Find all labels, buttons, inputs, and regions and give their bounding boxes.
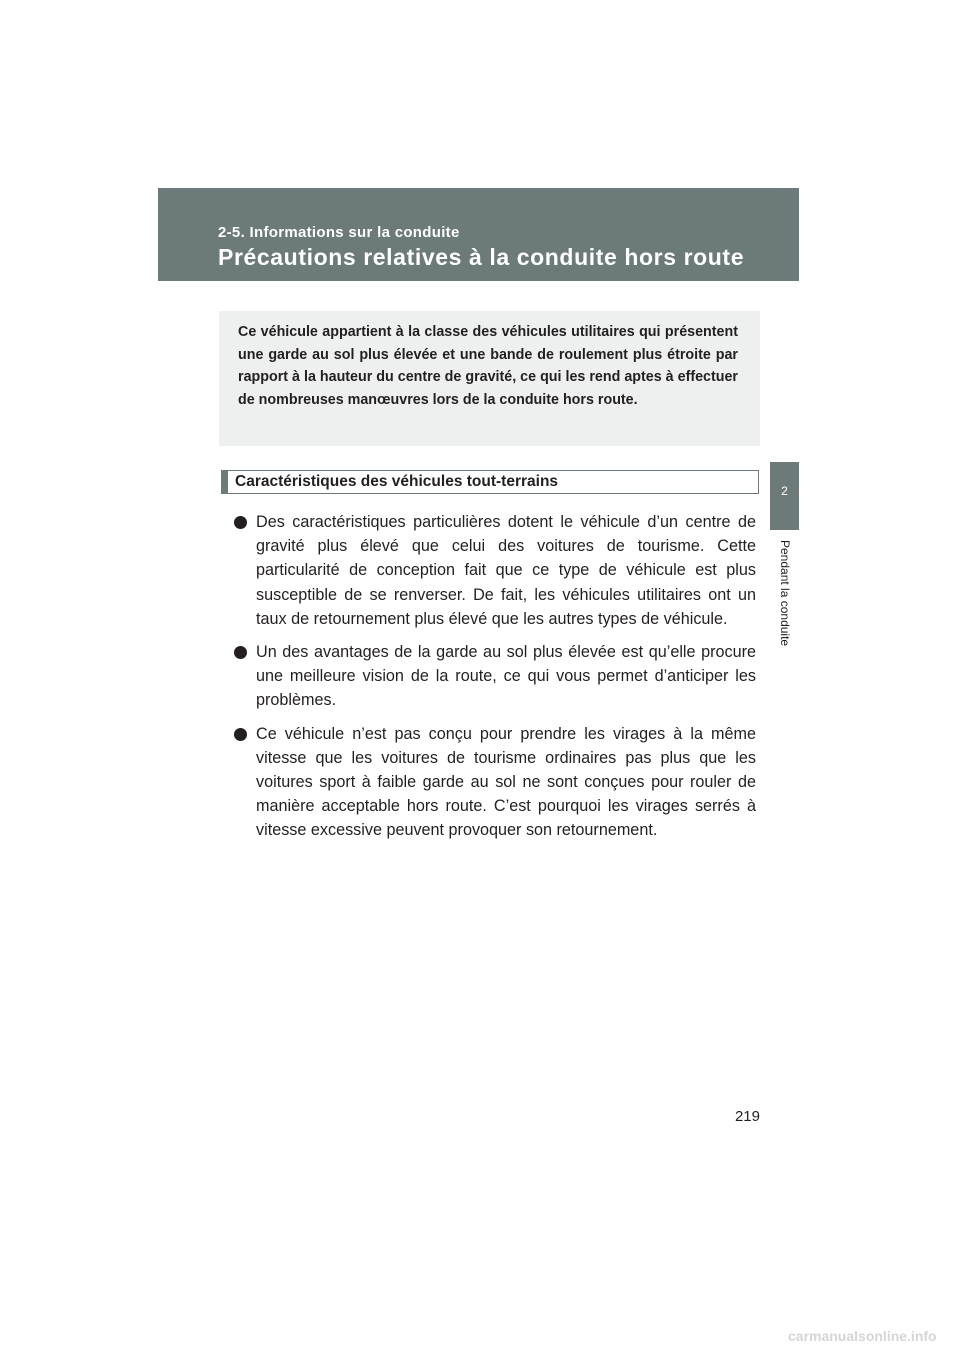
bullet-text: Ce véhicule n’est pas conçu pour prendre les virages à la même vitesse que les voitures de tourisme ordinaires pas plus que les voitures sport à faible garde au sol ne sont conçues pour rouler de manière acceptable hors route. C’est pourquoi les virages serrés à vitesse excessive peuvent provoquer son retournement. (256, 724, 756, 840)
bullet-text: Des caractéristiques particulières dotent le véhicule d’un centre de gravité plus élevé que celui des voitures de tourisme. Cette particularité de conception fait que ce type de véhicule est plus susceptible de se renverser. De fait, les véhicules utilitaires ont un taux de retournement plus élevé que les autres types de véhicule. (256, 513, 756, 628)
bullet-icon (234, 646, 247, 659)
watermark: carmanualsonline.info (788, 1328, 937, 1344)
bullet-icon (234, 516, 247, 529)
section-heading: Caractéristiques des véhicules tout-terrains (221, 470, 759, 494)
intro-box (219, 311, 760, 446)
bullet-text: Un des avantages de la garde au sol plus élevée est qu’elle procure une meilleure vision de la route, ce qui vous permet d’anticiper les problèmes. (256, 643, 756, 710)
chapter-label: Pendant la conduite (778, 540, 792, 647)
bullet-icon (234, 728, 247, 741)
bullet-list (234, 510, 756, 852)
page-title: Précautions relatives à la conduite hors route (218, 244, 745, 270)
section-number: 2-5. Informations sur la conduite (218, 224, 460, 241)
list-item (234, 640, 756, 713)
page-number: 219 (734, 1108, 760, 1125)
chapter-tab (770, 462, 799, 530)
intro-text: Ce véhicule appartient à la classe des véhicules utilitaires qui présentent une garde au sol plus élevée et une bande de roulement plus étroite par rapport à la hauteur du centre de gravité, ce qui les rend aptes à effectuer de nombreuses manœuvres lors de la conduite hors route. (238, 324, 738, 408)
list-item (234, 510, 756, 631)
list-item (234, 722, 756, 843)
chapter-number: 2 (781, 484, 788, 498)
header-band (158, 188, 799, 281)
